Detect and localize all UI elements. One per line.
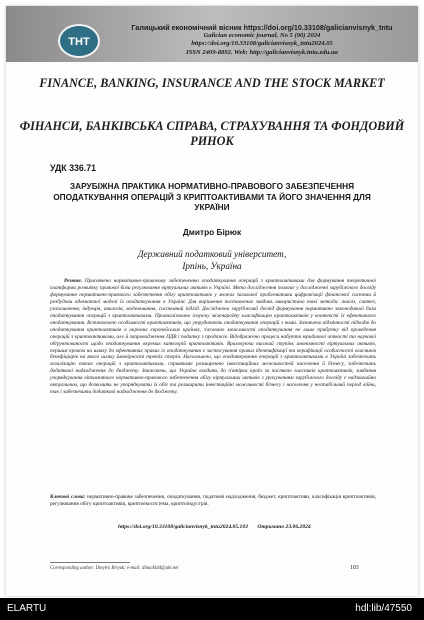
viewer-footer-bar <box>0 598 424 620</box>
abstract-label: Резюме. <box>64 278 83 284</box>
article-title: ЗАРУБІЖНА ПРАКТИКА НОРМАТИВНО-ПРАВОВОГО ЗАБЕЗПЕЧЕННЯ ОПОДАТКУВАННЯ ОПЕРАЦІЙ З КРИПТОАКТИВАМИ ТА ЙОГО ЗНАЧЕННЯ ДЛЯ УКРАЇНИ <box>53 181 371 213</box>
affiliation-line-2: Ірпінь, Україна <box>182 261 242 271</box>
journal-name-ua: Галицький економічний вісник https://doi.org/10.33108/galicianvisnyk_tntu <box>131 23 393 32</box>
journal-header-band <box>6 6 418 62</box>
journal-header-text <box>112 24 412 57</box>
keywords-label: Ключові слова: <box>50 494 86 500</box>
received-date: Отримано 23.06.2024 <box>257 524 311 530</box>
article-doi-line <box>118 524 311 530</box>
journal-logo <box>58 24 100 58</box>
keywords <box>50 494 376 508</box>
journal-logo-icon <box>64 32 94 50</box>
journal-page <box>6 6 418 596</box>
page-number: 103 <box>350 565 359 571</box>
author-name: Дмитро Бірюк <box>182 227 242 237</box>
footnote-divider <box>50 562 130 563</box>
section-title-ua: ФІНАНСИ, БАНКІВСЬКА СПРАВА, СТРАХУВАННЯ ТА ФОНДОВИЙ РИНОК <box>19 119 405 148</box>
journal-issue-doi: https://doi.org/10.33108/galicianvisnyk_tntu2024.05 <box>191 40 333 48</box>
corresponding-author-footnote: Corresponding author: Dmytro Biryuk; e-mail: dima4444@ukr.net <box>50 566 179 571</box>
logo-text: ТНТ <box>68 36 90 48</box>
article-doi-link[interactable]: https://doi.org/10.33108/galicianvisnyk_tntu2024.05.103 <box>118 524 248 530</box>
handle-id: hdl:lib/47550 <box>355 603 412 614</box>
author-affiliation <box>6 248 418 272</box>
journal-issn: ISSN 2409-8892. Web: http://galicianvisnyk.tntu.edu.ua <box>186 48 338 56</box>
abstract-text: Присвячено нормативно-правовому забезпеченню оподаткування операцій з криптоактивами для формування теоретичної платформи розвитку правової бази регулювання віртуальних активів в Україні. Мета дослідження полягає у дослідженні зарубіжного досвіду формування нормативно-правового забезпечення обігу криптоактивів у межах загальної проблематики цифровізації фінансової системи й розбудови адекватної моделі їх оподаткування в Україні. Для вирішення поставлених завдань використано такі методи: аналіз, синтез, узагальнення, індукція, аналогія, моделювання, системний підхід. Досліджено зарубіжний досвід формування нормативно законодавчої бази оподаткування операцій з криптоактивами. Проаналізовано існуючу міжнародну класифікацію криптоактивів у контексті їх ефективного оподаткування. Встановлено особливості криптоактивів, що утруднюють оподаткування операцій з ними. Зазначено відмінності підходів до оподаткування криптоактивів в окремих європейських країнах, з'ясовано можливості оподаткування не лише прибутку від проведення операцій з криптоактивами, але й запровадження ПДВ і податку з продажів. Відображено процеси набуття юридичної чіткості та наукової обґрунтованості щодо оподаткування окремих категорій криптоактивів. Враховуючи високий ступінь анонімності віртуальних активів, першим кроком на шляху до ефективних правил їх оподаткування є застосування правил ідентифікації та верифікації особистості власників бенефіціарів на якого шляху ймовірності третіх сторін. Наголошено, що оподаткування операцій з криптоактивами в Україні забезпечить легалізацію таких операцій з криптоактивами, сприятиме розширенню інвестиційних можливостей населення й бізнесу, забезпечить додаткові надходження до бюджету. Зважаючи, що Україна входить до п'ятірки країн за часткою власників криптоактивів, завдання упорядкування вітчизняного нормативно-правового забезпечення обігу віртуальних активів з урахуванням зарубіжного досвіду є надзвичайно актуальним, що дозволить не упорядкувати їх обіг та розширити інвестиційні можливості бізнесу і населення у нестабільний період війни, так і забезпечити додаткові надходження до бюджету. <box>50 278 377 396</box>
journal-name-en: Galician economic journal, No 5 (90) 2024 <box>203 32 321 40</box>
section-title-en: FINANCE, BANKING, INSURANCE AND THE STOCK MARKET <box>39 76 385 90</box>
udc-code: УДК 336.71 <box>50 163 97 173</box>
affiliation-line-1: Державний податковий університет, <box>137 249 287 259</box>
keywords-text: нормативно-правове забезпечення, оподаткування, податкові надходження, бюджет, криптоактиви, класифікація криптоактивів, регулювання обігу криптоактивів, криптоекосистема, криптоіндустрія. <box>50 494 376 507</box>
abstract <box>50 278 376 396</box>
repository-name: ELARTU <box>7 603 47 614</box>
